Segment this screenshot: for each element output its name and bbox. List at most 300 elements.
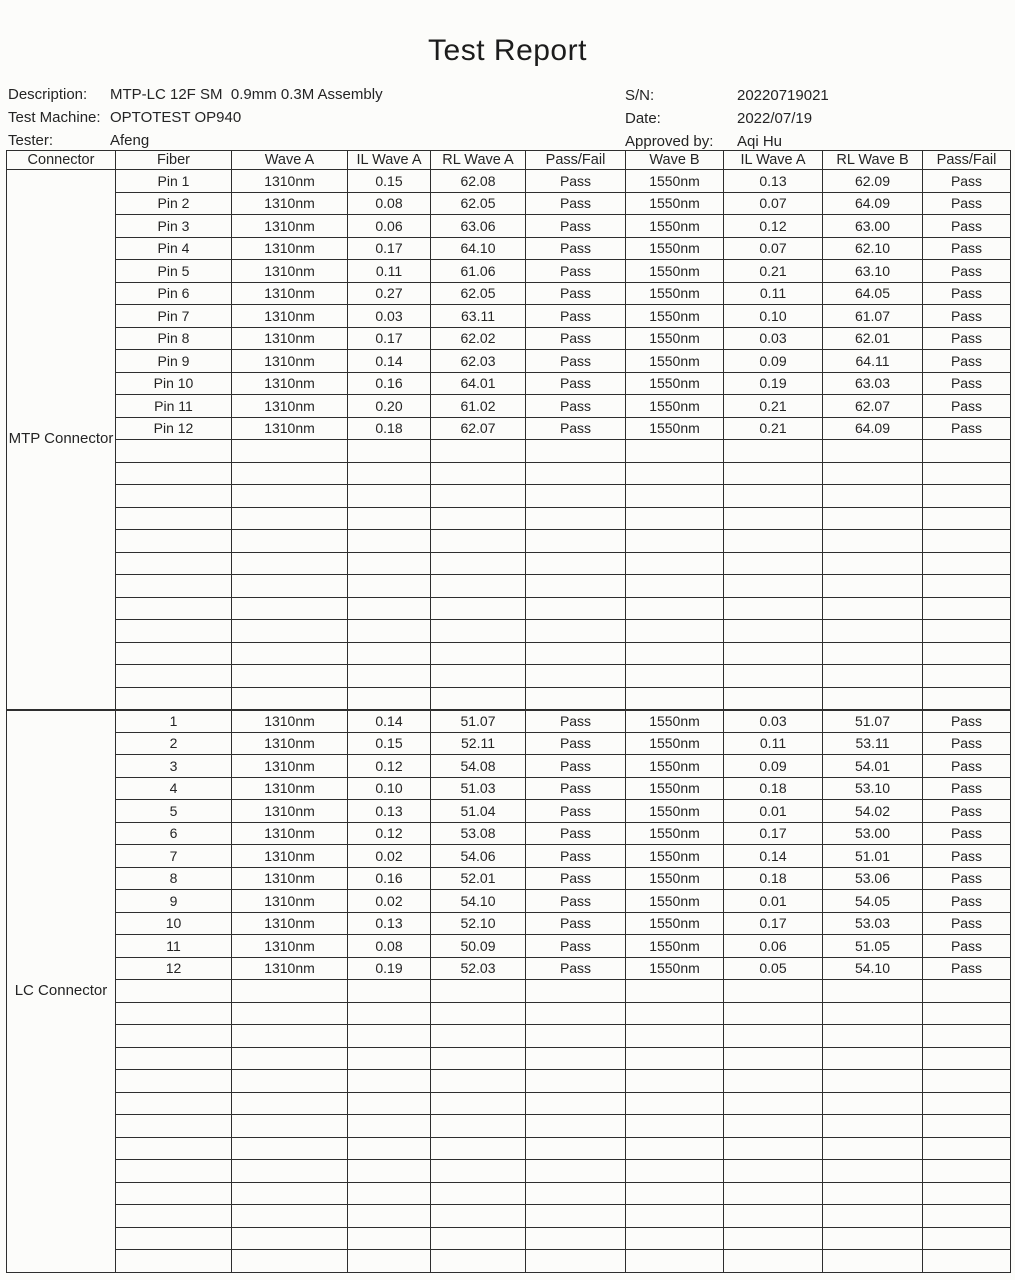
cell bbox=[724, 597, 823, 620]
cell bbox=[823, 1047, 923, 1070]
cell: 0.15 bbox=[348, 732, 431, 755]
cell: 64.09 bbox=[823, 417, 923, 440]
cell bbox=[724, 980, 823, 1003]
cell bbox=[232, 1137, 348, 1160]
empty-row bbox=[7, 980, 1011, 1003]
cell: 12 bbox=[116, 957, 232, 980]
cell: 64.05 bbox=[823, 282, 923, 305]
cell: 1550nm bbox=[626, 912, 724, 935]
cell: 61.06 bbox=[431, 260, 526, 283]
cell bbox=[348, 575, 431, 598]
cell: 0.19 bbox=[348, 957, 431, 980]
cell bbox=[431, 1182, 526, 1205]
cell: Pass bbox=[923, 215, 1011, 238]
cell bbox=[431, 1227, 526, 1250]
cell bbox=[626, 1205, 724, 1228]
cell: Pass bbox=[923, 800, 1011, 823]
cell bbox=[626, 597, 724, 620]
cell bbox=[116, 1002, 232, 1025]
cell bbox=[626, 1002, 724, 1025]
cell bbox=[232, 620, 348, 643]
cell: 1310nm bbox=[232, 417, 348, 440]
cell: Pin 1 bbox=[116, 170, 232, 193]
cell: 1310nm bbox=[232, 395, 348, 418]
cell: 0.21 bbox=[724, 395, 823, 418]
cell bbox=[431, 1092, 526, 1115]
cell bbox=[923, 1137, 1011, 1160]
cell: 1310nm bbox=[232, 215, 348, 238]
cell bbox=[116, 1115, 232, 1138]
cell: 4 bbox=[116, 777, 232, 800]
table-row bbox=[7, 192, 1011, 215]
cell: Pass bbox=[923, 867, 1011, 890]
cell: 9 bbox=[116, 890, 232, 913]
cell bbox=[348, 642, 431, 665]
column-header-il-wave-a: IL Wave A bbox=[348, 151, 431, 170]
cell bbox=[526, 620, 626, 643]
cell bbox=[526, 1182, 626, 1205]
cell: 1550nm bbox=[626, 710, 724, 733]
cell: 0.09 bbox=[724, 350, 823, 373]
tester-value: Afeng bbox=[110, 132, 150, 149]
description-row bbox=[8, 83, 608, 106]
cell: 1550nm bbox=[626, 935, 724, 958]
test-results-table bbox=[6, 150, 1011, 1273]
description-label: Description: bbox=[8, 86, 88, 103]
cell bbox=[431, 642, 526, 665]
cell bbox=[626, 575, 724, 598]
cell bbox=[348, 1227, 431, 1250]
cell bbox=[823, 1115, 923, 1138]
cell: 0.08 bbox=[348, 935, 431, 958]
cell bbox=[526, 1002, 626, 1025]
tester-label: Tester: bbox=[8, 132, 54, 149]
empty-row bbox=[7, 530, 1011, 553]
cell: 1550nm bbox=[626, 777, 724, 800]
cell: Pass bbox=[526, 890, 626, 913]
approved-by-value: Aqi Hu bbox=[737, 133, 783, 150]
cell: Pin 7 bbox=[116, 305, 232, 328]
cell: 6 bbox=[116, 822, 232, 845]
cell: Pass bbox=[526, 215, 626, 238]
cell bbox=[626, 462, 724, 485]
cell: 63.10 bbox=[823, 260, 923, 283]
cell: 51.07 bbox=[823, 710, 923, 733]
cell bbox=[626, 1025, 724, 1048]
cell bbox=[431, 1070, 526, 1093]
cell: 64.11 bbox=[823, 350, 923, 373]
cell bbox=[526, 597, 626, 620]
cell bbox=[431, 1205, 526, 1228]
empty-row bbox=[7, 552, 1011, 575]
cell: 1550nm bbox=[626, 237, 724, 260]
cell bbox=[923, 687, 1011, 710]
cell bbox=[724, 1025, 823, 1048]
table-row bbox=[7, 732, 1011, 755]
cell bbox=[431, 665, 526, 688]
serial-number-value: 20220719021 bbox=[737, 87, 829, 104]
cell: Pin 11 bbox=[116, 395, 232, 418]
column-header-rl-wave-b: RL Wave B bbox=[823, 151, 923, 170]
cell: 52.03 bbox=[431, 957, 526, 980]
cell bbox=[232, 1092, 348, 1115]
cell bbox=[431, 1250, 526, 1273]
cell bbox=[232, 1205, 348, 1228]
cell: 0.06 bbox=[724, 935, 823, 958]
table-body bbox=[7, 170, 1011, 1273]
cell: Pass bbox=[923, 732, 1011, 755]
cell bbox=[526, 507, 626, 530]
table-row bbox=[7, 935, 1011, 958]
empty-row bbox=[7, 642, 1011, 665]
cell: 0.19 bbox=[724, 372, 823, 395]
empty-row bbox=[7, 575, 1011, 598]
cell: Pass bbox=[526, 822, 626, 845]
empty-row bbox=[7, 1115, 1011, 1138]
cell bbox=[923, 1025, 1011, 1048]
cell bbox=[823, 552, 923, 575]
cell: Pin 8 bbox=[116, 327, 232, 350]
table-row bbox=[7, 777, 1011, 800]
column-header-pass-fail-a: Pass/Fail bbox=[526, 151, 626, 170]
cell bbox=[348, 530, 431, 553]
cell bbox=[724, 1070, 823, 1093]
cell: 0.17 bbox=[724, 822, 823, 845]
cell: 0.21 bbox=[724, 260, 823, 283]
cell: Pass bbox=[923, 822, 1011, 845]
cell bbox=[626, 507, 724, 530]
cell: Pass bbox=[923, 350, 1011, 373]
cell: 1310nm bbox=[232, 935, 348, 958]
table-row bbox=[7, 215, 1011, 238]
cell bbox=[431, 980, 526, 1003]
cell: Pass bbox=[526, 800, 626, 823]
cell bbox=[232, 462, 348, 485]
cell bbox=[232, 440, 348, 463]
cell: 63.03 bbox=[823, 372, 923, 395]
cell: 62.05 bbox=[431, 192, 526, 215]
cell: Pass bbox=[923, 237, 1011, 260]
cell bbox=[724, 687, 823, 710]
cell: 1310nm bbox=[232, 890, 348, 913]
cell bbox=[724, 1002, 823, 1025]
header-row bbox=[7, 151, 1011, 170]
cell bbox=[626, 1137, 724, 1160]
cell bbox=[431, 1137, 526, 1160]
cell bbox=[116, 1205, 232, 1228]
cell: Pass bbox=[923, 192, 1011, 215]
cell bbox=[823, 620, 923, 643]
cell: Pin 4 bbox=[116, 237, 232, 260]
empty-row bbox=[7, 1137, 1011, 1160]
cell: 1310nm bbox=[232, 237, 348, 260]
empty-row bbox=[7, 1250, 1011, 1273]
cell: 0.27 bbox=[348, 282, 431, 305]
cell: Pass bbox=[526, 192, 626, 215]
cell: 0.15 bbox=[348, 170, 431, 193]
cell: 1310nm bbox=[232, 912, 348, 935]
cell bbox=[823, 687, 923, 710]
cell: 0.14 bbox=[348, 350, 431, 373]
table-row bbox=[7, 170, 1011, 193]
cell bbox=[348, 1160, 431, 1183]
cell bbox=[724, 1115, 823, 1138]
table-row bbox=[7, 890, 1011, 913]
cell: Pass bbox=[923, 935, 1011, 958]
cell: Pass bbox=[526, 260, 626, 283]
cell bbox=[626, 440, 724, 463]
cell bbox=[923, 1115, 1011, 1138]
cell bbox=[626, 1250, 724, 1273]
cell: 1550nm bbox=[626, 732, 724, 755]
column-header-rl-wave-a: RL Wave A bbox=[431, 151, 526, 170]
cell: Pass bbox=[923, 417, 1011, 440]
cell: 52.11 bbox=[431, 732, 526, 755]
cell: 1550nm bbox=[626, 260, 724, 283]
cell: 1550nm bbox=[626, 822, 724, 845]
cell: 0.12 bbox=[348, 822, 431, 845]
cell bbox=[923, 642, 1011, 665]
cell: Pass bbox=[526, 935, 626, 958]
cell bbox=[923, 1227, 1011, 1250]
cell: 1310nm bbox=[232, 260, 348, 283]
cell bbox=[923, 485, 1011, 508]
cell: 1310nm bbox=[232, 800, 348, 823]
empty-row bbox=[7, 1092, 1011, 1115]
cell bbox=[116, 552, 232, 575]
date-label: Date: bbox=[625, 110, 661, 127]
cell: 50.09 bbox=[431, 935, 526, 958]
cell: 0.05 bbox=[724, 957, 823, 980]
cell bbox=[348, 1092, 431, 1115]
cell bbox=[348, 1250, 431, 1273]
cell: 1550nm bbox=[626, 170, 724, 193]
cell: 52.01 bbox=[431, 867, 526, 890]
cell bbox=[526, 1137, 626, 1160]
cell bbox=[116, 462, 232, 485]
table-row bbox=[7, 282, 1011, 305]
table-row bbox=[7, 845, 1011, 868]
cell bbox=[724, 530, 823, 553]
cell: 1550nm bbox=[626, 395, 724, 418]
cell bbox=[116, 620, 232, 643]
cell: 62.01 bbox=[823, 327, 923, 350]
cell: 0.18 bbox=[724, 867, 823, 890]
cell bbox=[626, 980, 724, 1003]
cell: 54.02 bbox=[823, 800, 923, 823]
cell: 0.07 bbox=[724, 237, 823, 260]
cell bbox=[923, 575, 1011, 598]
cell: Pass bbox=[526, 170, 626, 193]
cell: 1550nm bbox=[626, 867, 724, 890]
cell bbox=[116, 530, 232, 553]
cell bbox=[348, 597, 431, 620]
cell: 0.02 bbox=[348, 890, 431, 913]
cell: 63.00 bbox=[823, 215, 923, 238]
cell bbox=[348, 620, 431, 643]
cell: 51.03 bbox=[431, 777, 526, 800]
cell bbox=[348, 1182, 431, 1205]
cell bbox=[348, 665, 431, 688]
cell: 0.11 bbox=[348, 260, 431, 283]
cell bbox=[724, 1205, 823, 1228]
cell bbox=[431, 597, 526, 620]
cell: Pin 9 bbox=[116, 350, 232, 373]
table-header bbox=[7, 151, 1011, 170]
cell: 0.10 bbox=[724, 305, 823, 328]
cell bbox=[348, 462, 431, 485]
cell bbox=[526, 530, 626, 553]
cell bbox=[526, 1047, 626, 1070]
cell bbox=[923, 1205, 1011, 1228]
cell: Pass bbox=[526, 395, 626, 418]
cell: 54.10 bbox=[431, 890, 526, 913]
cell: Pin 10 bbox=[116, 372, 232, 395]
cell: 1310nm bbox=[232, 755, 348, 778]
cell bbox=[724, 665, 823, 688]
cell: 62.10 bbox=[823, 237, 923, 260]
cell bbox=[431, 1115, 526, 1138]
cell: 0.18 bbox=[724, 777, 823, 800]
cell: 0.01 bbox=[724, 890, 823, 913]
table-row bbox=[7, 867, 1011, 890]
cell: 53.03 bbox=[823, 912, 923, 935]
cell bbox=[116, 1092, 232, 1115]
cell: 0.03 bbox=[724, 710, 823, 733]
cell bbox=[232, 530, 348, 553]
cell bbox=[823, 1092, 923, 1115]
cell: 62.07 bbox=[431, 417, 526, 440]
cell: 0.21 bbox=[724, 417, 823, 440]
cell bbox=[724, 575, 823, 598]
table-row bbox=[7, 800, 1011, 823]
cell bbox=[431, 1025, 526, 1048]
cell: Pass bbox=[923, 170, 1011, 193]
cell: 1310nm bbox=[232, 867, 348, 890]
cell bbox=[116, 1137, 232, 1160]
cell bbox=[431, 1047, 526, 1070]
empty-row bbox=[7, 1025, 1011, 1048]
cell bbox=[923, 980, 1011, 1003]
table-row bbox=[7, 957, 1011, 980]
cell: 1550nm bbox=[626, 755, 724, 778]
cell: 0.11 bbox=[724, 732, 823, 755]
table-row bbox=[7, 417, 1011, 440]
cell bbox=[823, 485, 923, 508]
cell: 62.05 bbox=[431, 282, 526, 305]
cell: 1550nm bbox=[626, 845, 724, 868]
empty-row bbox=[7, 1002, 1011, 1025]
cell: Pass bbox=[526, 777, 626, 800]
cell: 1310nm bbox=[232, 822, 348, 845]
cell bbox=[923, 1092, 1011, 1115]
cell: 0.06 bbox=[348, 215, 431, 238]
cell bbox=[116, 1025, 232, 1048]
cell bbox=[923, 665, 1011, 688]
cell: Pass bbox=[526, 237, 626, 260]
cell: 0.01 bbox=[724, 800, 823, 823]
cell: 0.03 bbox=[724, 327, 823, 350]
cell bbox=[232, 980, 348, 1003]
cell bbox=[232, 1070, 348, 1093]
cell: 54.01 bbox=[823, 755, 923, 778]
cell bbox=[232, 1047, 348, 1070]
cell bbox=[626, 1070, 724, 1093]
cell: Pass bbox=[923, 912, 1011, 935]
cell bbox=[116, 1182, 232, 1205]
cell: 1310nm bbox=[232, 732, 348, 755]
cell: 0.02 bbox=[348, 845, 431, 868]
cell: 0.17 bbox=[348, 237, 431, 260]
cell: 64.09 bbox=[823, 192, 923, 215]
empty-row bbox=[7, 462, 1011, 485]
cell bbox=[823, 1250, 923, 1273]
cell bbox=[823, 440, 923, 463]
empty-row bbox=[7, 1182, 1011, 1205]
cell bbox=[626, 1160, 724, 1183]
cell bbox=[526, 980, 626, 1003]
empty-row bbox=[7, 485, 1011, 508]
cell: 0.07 bbox=[724, 192, 823, 215]
cell: 2 bbox=[116, 732, 232, 755]
cell: 1550nm bbox=[626, 282, 724, 305]
cell bbox=[626, 485, 724, 508]
cell bbox=[431, 440, 526, 463]
cell bbox=[116, 980, 232, 1003]
cell bbox=[116, 507, 232, 530]
cell bbox=[923, 530, 1011, 553]
cell: 51.01 bbox=[823, 845, 923, 868]
cell: Pass bbox=[526, 867, 626, 890]
cell: 0.17 bbox=[348, 327, 431, 350]
cell bbox=[116, 687, 232, 710]
cell: 1550nm bbox=[626, 372, 724, 395]
cell: Pass bbox=[526, 710, 626, 733]
cell: 63.11 bbox=[431, 305, 526, 328]
cell: 1310nm bbox=[232, 305, 348, 328]
cell: Pin 5 bbox=[116, 260, 232, 283]
connector-label: LC Connector bbox=[7, 710, 116, 1273]
cell bbox=[116, 642, 232, 665]
cell: Pass bbox=[923, 327, 1011, 350]
connector-label: MTP Connector bbox=[7, 170, 116, 710]
cell bbox=[823, 642, 923, 665]
meta-left-column bbox=[8, 83, 608, 152]
cell bbox=[823, 462, 923, 485]
cell bbox=[526, 1227, 626, 1250]
cell bbox=[724, 620, 823, 643]
cell bbox=[431, 485, 526, 508]
cell bbox=[232, 1250, 348, 1273]
cell: 0.14 bbox=[348, 710, 431, 733]
cell bbox=[348, 1070, 431, 1093]
cell: Pass bbox=[526, 912, 626, 935]
empty-row bbox=[7, 1160, 1011, 1183]
empty-row bbox=[7, 1227, 1011, 1250]
cell bbox=[526, 1115, 626, 1138]
cell: Pass bbox=[526, 350, 626, 373]
cell: 62.08 bbox=[431, 170, 526, 193]
cell: Pass bbox=[526, 957, 626, 980]
cell bbox=[116, 1047, 232, 1070]
cell: 1310nm bbox=[232, 777, 348, 800]
cell bbox=[823, 1227, 923, 1250]
column-header-il-wave-b: IL Wave A bbox=[724, 151, 823, 170]
cell: 1550nm bbox=[626, 417, 724, 440]
cell bbox=[823, 1205, 923, 1228]
cell: 1550nm bbox=[626, 350, 724, 373]
cell bbox=[232, 642, 348, 665]
